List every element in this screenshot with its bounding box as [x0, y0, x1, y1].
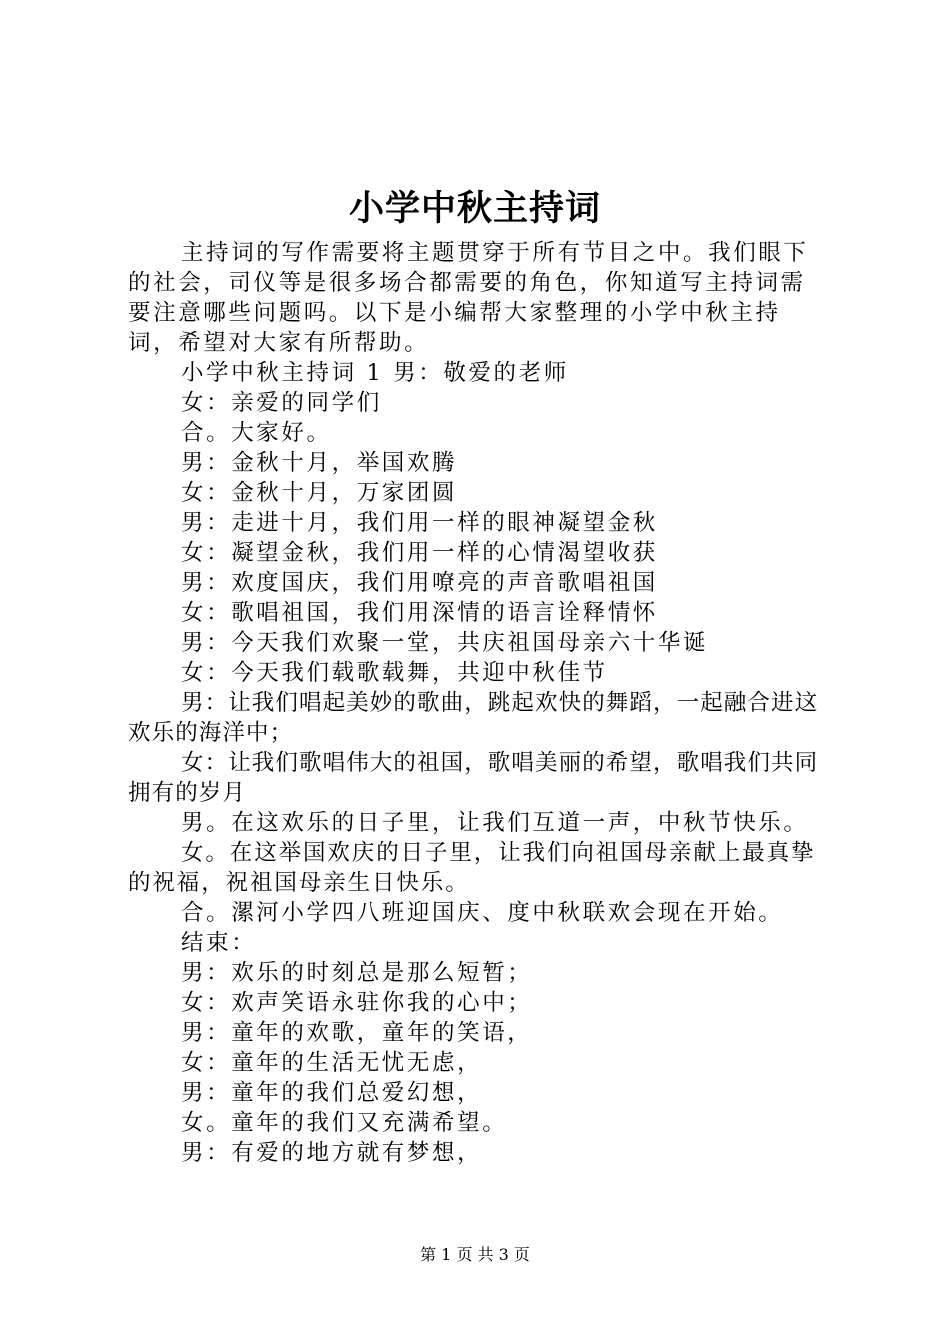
paragraph-line: 女。童年的我们又充满希望。 [181, 1110, 508, 1136]
paragraph-line: 男：有爱的地方就有梦想， [181, 1140, 483, 1166]
document-title: 小学中秋主持词 [348, 188, 601, 229]
paragraph-line: 结束： [181, 930, 257, 956]
paragraph-line: 女：欢声笑语永驻你我的心中； [181, 990, 533, 1016]
paragraph-line: 男：欢度国庆，我们用嘹亮的声音歌唱祖国 [181, 570, 658, 596]
paragraph-line: 合。漯河小学四八班迎国庆、度中秋联欢会现在开始。 [181, 900, 784, 926]
paragraph-line: 女：歌唱祖国，我们用深情的语言诠释情怀 [181, 600, 658, 626]
paragraph-line: 女：亲爱的同学们 [181, 390, 382, 416]
paragraph-line: 女：让我们歌唱伟大的祖国，歌唱美丽的希望，歌唱我们共同拥有的岁月 [128, 750, 819, 806]
paragraph-line: 女。在这举国欢庆的日子里，让我们向祖国母亲献上最真挚的祝福，祝祖国母亲生日快乐。 [128, 840, 816, 896]
document-body [128, 238, 828, 1168]
paragraph-line: 男：让我们唱起美妙的歌曲，跳起欢快的舞蹈，一起融合进这欢乐的海洋中； [128, 690, 819, 746]
paragraph-line: 男：金秋十月，举国欢腾 [181, 450, 458, 476]
paragraph-line: 女：今天我们载歌载舞，共迎中秋佳节 [181, 660, 608, 686]
paragraph-line: 男：走进十月，我们用一样的眼神凝望金秋 [181, 510, 658, 536]
paragraph-line: 男：今天我们欢聚一堂，共庆祖国母亲六十华诞 [181, 630, 709, 656]
paragraph-line: 小学中秋主持词 1 男：敬爱的老师 [181, 360, 569, 386]
paragraph-line: 女：金秋十月，万家团圆 [181, 480, 458, 506]
paragraph-line: 女：童年的生活无忧无虑， [181, 1050, 483, 1076]
page-number-footer: 第 1 页 共 3 页 [420, 1245, 530, 1264]
paragraph-intro: 主持词的写作需要将主题贯穿于所有节目之中。我们眼下的社会，司仪等是很多场合都需要的角色，你知道写主持词需要注意哪些问题吗。以下是小编帮大家整理的小学中秋主持词，希望对大家有所帮助。 [128, 240, 809, 356]
paragraph-line: 男。在这欢乐的日子里，让我们互道一声，中秋节快乐。 [181, 810, 809, 836]
paragraph-line: 合。大家好。 [181, 420, 332, 446]
paragraph-line: 男：童年的欢歌，童年的笑语， [181, 1020, 533, 1046]
paragraph-line: 男：童年的我们总爱幻想， [181, 1080, 483, 1106]
paragraph-line: 男：欢乐的时刻总是那么短暂； [181, 960, 533, 986]
paragraph-line: 女：凝望金秋，我们用一样的心情渴望收获 [181, 540, 658, 566]
